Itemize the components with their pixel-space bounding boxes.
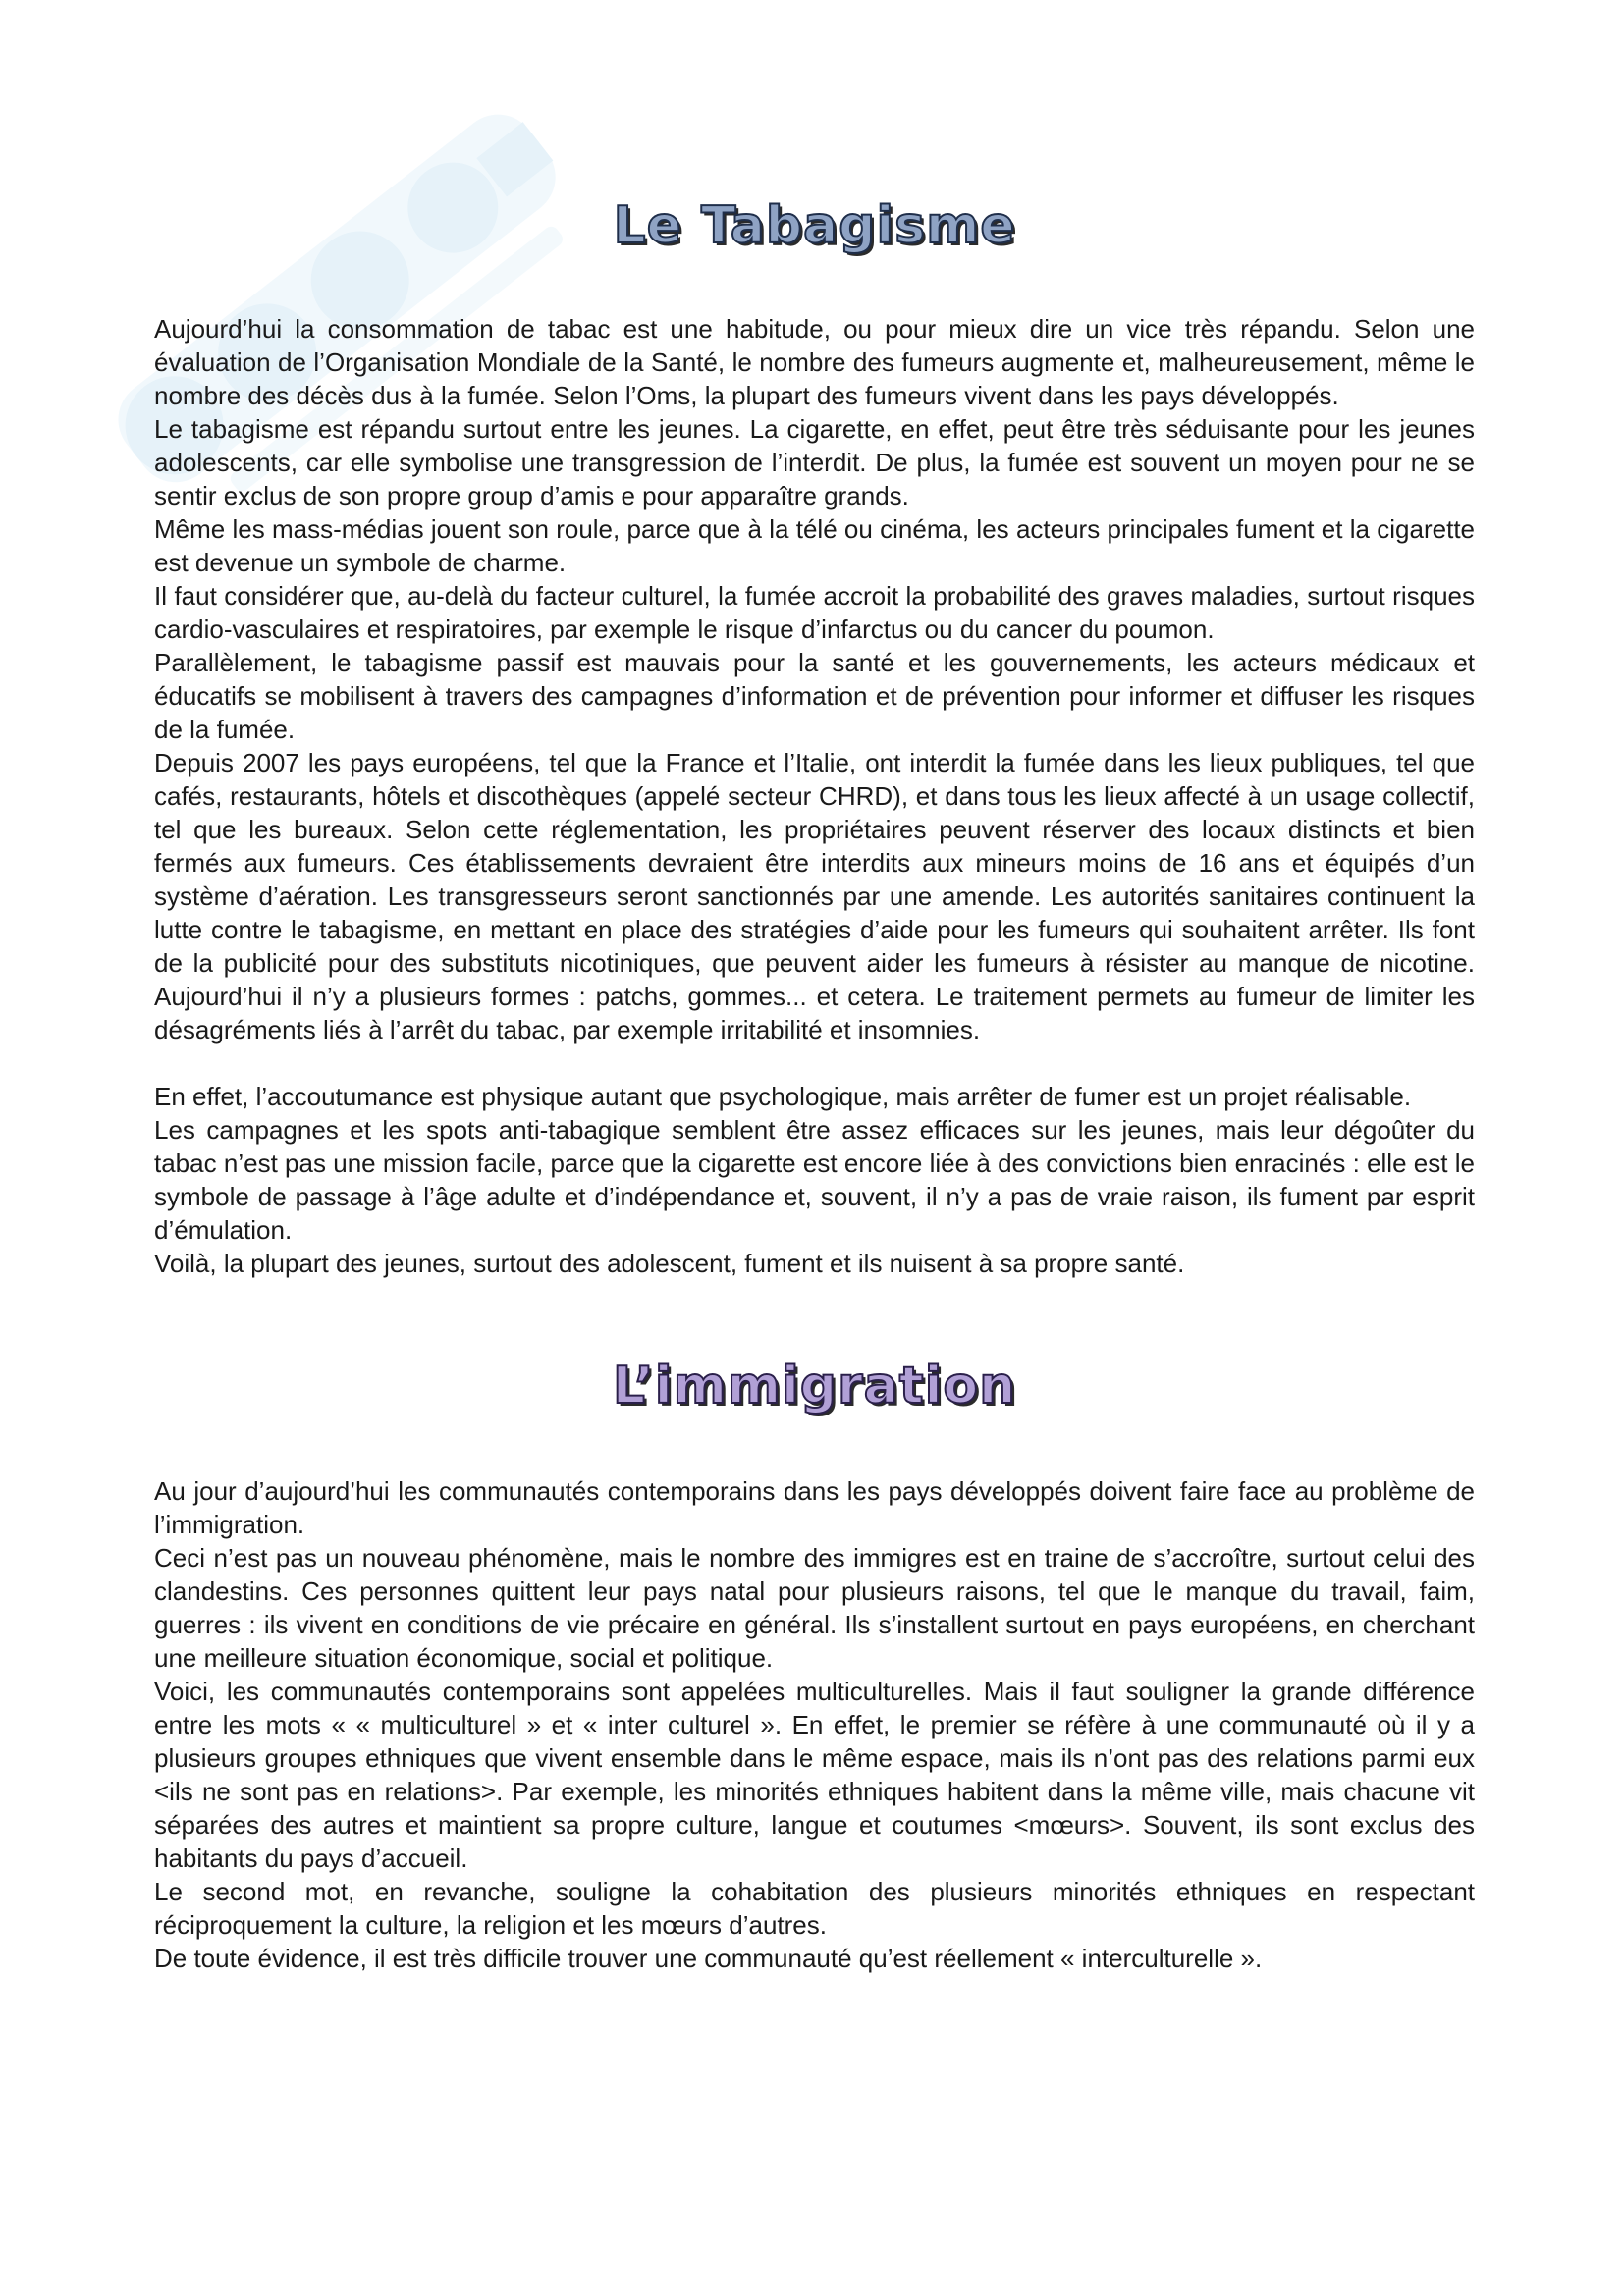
paragraph: Voilà, la plupart des jeunes, surtout des adolescent, fument et ils nuisent à sa propre santé. [154, 1249, 1185, 1278]
section-title-immigration: L’immigration [612, 1357, 1017, 1415]
section-title-tabagisme: Le Tabagisme [613, 196, 1016, 255]
paragraph: De toute évidence, il est très difficile trouver une communauté qu’est réellement « interculturelle ». [154, 1944, 1263, 1973]
paragraph: Aujourd’hui la consommation de tabac est une habitude, ou pour mieux dire un vice très répandu. Selon une évaluation de l’Organisation Mondiale de la Santé, le nombre des fumeurs augmente et, malheureusement, même le nombre des décès dus à la fumée. Selon l’Oms, la plupart des fumeurs vivent dans les pays développés. [154, 314, 1475, 410]
section-body-tabagisme [154, 312, 1475, 1280]
paragraph: Au jour d’aujourd’hui les communautés contemporains dans les pays développés doivent faire face au problème de l’immigration. [154, 1476, 1475, 1539]
paragraph: Même les mass-médias jouent son roule, parce que à la télé ou cinéma, les acteurs principales fument et la cigarette est devenue un symbole de charme. [154, 514, 1475, 577]
main-content [154, 196, 1475, 1975]
paragraph: Ceci n’est pas un nouveau phénomène, mais le nombre des immigres est en traine de s’accroître, surtout celui des clandestins. Ces personnes quittent leur pays natal pour plusieurs raisons, tel que le manque du travail, faim, guerres : ils vivent en conditions de vie précaire en général. Ils s’installent surtout en pays européens, en cherchant une meilleure situation économique, social et politique. [154, 1543, 1475, 1673]
paragraph: En effet, l’accoutumance est physique autant que psychologique, mais arrêter de fumer est un projet réalisable. [154, 1082, 1412, 1111]
paragraph: Depuis 2007 les pays européens, tel que la France et l’Italie, ont interdit la fumée dans les lieux publiques, tel que cafés, restaurants, hôtels et discothèques (appelé secteur CHRD), et dans tous les lieux affecté à un usage collectif, tel que les bureaux. Selon cette réglementation, les propriétaires peuvent réserver des locaux distincts et bien fermés aux fumeurs. Ces établissements devraient être interdits aux mineurs moins de 16 ans et équipés d’un système d’aération. Les transgresseurs seront sanctionnés par une amende. Les autorités sanitaires continuent la lutte contre le tabagisme, en mettant en place des stratégies d’aide pour les fumeurs qui souhaitent arrêter. Ils font de la publicité pour des substituts nicotiniques, que peuvent aider les fumeurs à résister au manque de nicotine. Aujourd’hui il n’y a plusieurs formes : patchs, gommes... et cetera. Le traitement permets au fumeur de limiter les désagréments liés à l’arrêt du tabac, par exemple irritabilité et insomnies. [154, 748, 1475, 1044]
paragraph: Les campagnes et les spots anti-tabagique semblent être assez efficaces sur les jeunes, mais leur dégoûter du tabac n’est pas une mission facile, parce que la cigarette est encore liée à des convictions bien enracinés : elle est le symbole de passage à l’âge adulte et d’indépendance et, souvent, il n’y a pas de vraie raison, ils fument par esprit d’émulation. [154, 1115, 1475, 1245]
section-body-immigration [154, 1474, 1475, 1975]
paragraph: Le second mot, en revanche, souligne la cohabitation des plusieurs minorités ethniques en respectant réciproquement la culture, la religion et les mœurs d’autres. [154, 1877, 1475, 1940]
paragraph-spacer [154, 1046, 1475, 1080]
paragraph: Il faut considérer que, au-delà du facteur culturel, la fumée accroit la probabilité des graves maladies, surtout risques cardio-vasculaires et respiratoires, par exemple le risque d’infarctus ou du cancer du poumon. [154, 581, 1475, 644]
paragraph: Voici, les communautés contemporains sont appelées multiculturelles. Mais il faut souligner la grande différence entre les mots « « multiculturel » et « inter culturel ». En effet, le premier se réfère à une communauté où il y a plusieurs groupes ethniques que vivent ensemble dans le même espace, mais ils n’ont pas des relations parmi eux <ils ne sont pas en relations>. Par exemple, les minorités ethniques habitent dans la même ville, mais chacune vit séparées des autres et maintient sa propre culture, langue et coutumes <mœurs>. Souvent, ils sont exclus des habitants du pays d’accueil. [154, 1677, 1475, 1873]
paragraph: Parallèlement, le tabagisme passif est mauvais pour la santé et les gouvernements, les acteurs médicaux et éducatifs se mobilisent à travers des campagnes d’information et de prévention pour informer et diffuser les risques de la fumée. [154, 648, 1475, 744]
paragraph: Le tabagisme est répandu surtout entre les jeunes. La cigarette, en effet, peut être très séduisante pour les jeunes adolescents, car elle symbolise une transgression de l’interdit. De plus, la fumée est souvent un moyen pour ne se sentir exclus de son propre group d’amis e pour apparaître grands. [154, 414, 1475, 510]
